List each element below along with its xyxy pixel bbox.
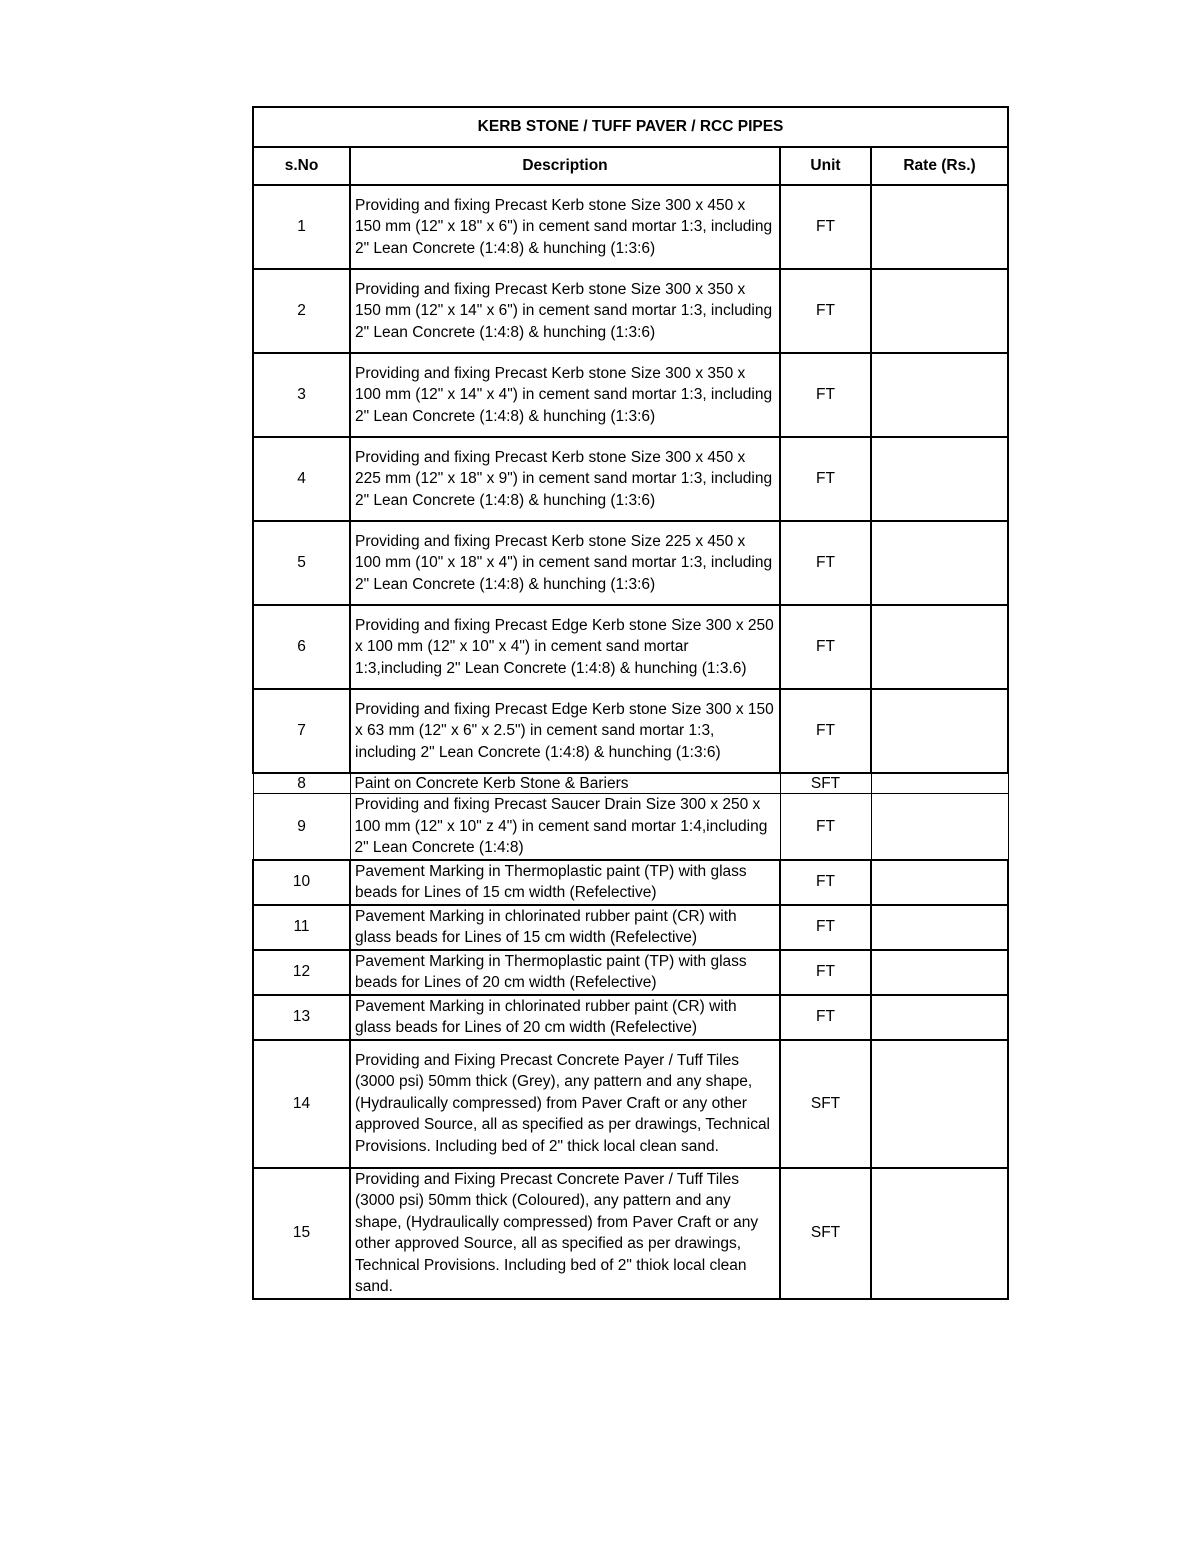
table-row bbox=[253, 995, 1008, 1040]
row-description: Pavement Marking in chlorinated rubber paint (CR) with glass beads for Lines of 20 cm width (Refelective) bbox=[350, 995, 780, 1040]
col-header-description: Description bbox=[350, 147, 780, 185]
row-description: Pavement Marking in Thermoplastic paint (TP) with glass beads for Lines of 20 cm width (Refelective) bbox=[350, 950, 780, 995]
row-sno: 14 bbox=[253, 1040, 350, 1168]
row-description: Providing and fixing Precast Kerb stone Size 300 x 450 x 225 mm (12" x 18" x 9") in cement sand mortar 1:3, including 2" Lean Concrete (1:4:8) & hunching (1:3:6) bbox=[350, 437, 780, 521]
row-rate[interactable] bbox=[871, 269, 1008, 353]
row-unit: SFT bbox=[780, 773, 871, 794]
row-description: Providing and fixing Precast Kerb stone Size 300 x 450 x 150 mm (12" x 18" x 6") in cement sand mortar 1:3, including 2" Lean Concrete (1:4:8) & hunching (1:3:6) bbox=[350, 185, 780, 269]
row-sno: 13 bbox=[253, 995, 350, 1040]
row-sno: 9 bbox=[253, 794, 350, 860]
row-sno: 3 bbox=[253, 353, 350, 437]
row-unit: FT bbox=[780, 185, 871, 269]
table-row bbox=[253, 950, 1008, 995]
table-row bbox=[253, 773, 1008, 794]
row-unit: SFT bbox=[780, 1040, 871, 1168]
row-sno: 1 bbox=[253, 185, 350, 269]
row-sno: 10 bbox=[253, 860, 350, 905]
row-sno: 8 bbox=[253, 773, 350, 794]
table-row bbox=[253, 1040, 1008, 1168]
table-row bbox=[253, 689, 1008, 773]
row-unit: FT bbox=[780, 905, 871, 950]
table-row bbox=[253, 905, 1008, 950]
row-unit: FT bbox=[780, 605, 871, 689]
row-rate[interactable] bbox=[871, 1168, 1008, 1299]
table-row bbox=[253, 185, 1008, 269]
row-description: Providing and Fixing Precast Concrete Paver / Tuff Tiles (3000 psi) 50mm thick (Coloured), any pattern and any shape, (Hydraulically compressed) from Paver Craft or any other approved Source, all as specified as per drawings, Technical Provisions. Including bed of 2" thiok local clean sand. bbox=[350, 1168, 780, 1299]
col-header-rate: Rate (Rs.) bbox=[871, 147, 1008, 185]
col-header-unit: Unit bbox=[780, 147, 871, 185]
row-description: Providing and fixing Precast Kerb stone Size 225 x 450 x 100 mm (10" x 18" x 4") in cement sand mortar 1:3, including 2" Lean Concrete (1:4:8) & hunching (1:3:6) bbox=[350, 521, 780, 605]
row-description: Pavement Marking in chlorinated rubber paint (CR) with glass beads for Lines of 15 cm width (Refelective) bbox=[350, 905, 780, 950]
row-rate[interactable] bbox=[871, 689, 1008, 773]
row-unit: FT bbox=[780, 269, 871, 353]
row-unit: FT bbox=[780, 353, 871, 437]
table-title: KERB STONE / TUFF PAVER / RCC PIPES bbox=[253, 107, 1008, 147]
row-rate[interactable] bbox=[871, 437, 1008, 521]
row-sno: 4 bbox=[253, 437, 350, 521]
row-description: Paint on Concrete Kerb Stone & Bariers bbox=[350, 773, 780, 794]
row-rate[interactable] bbox=[871, 521, 1008, 605]
row-sno: 11 bbox=[253, 905, 350, 950]
row-rate[interactable] bbox=[871, 773, 1008, 794]
row-description: Providing and fixing Precast Kerb stone Size 300 x 350 x 150 mm (12" x 14" x 6") in cement sand mortar 1:3, including 2" Lean Concrete (1:4:8) & hunching (1:3:6) bbox=[350, 269, 780, 353]
row-rate[interactable] bbox=[871, 605, 1008, 689]
row-unit: FT bbox=[780, 950, 871, 995]
row-sno: 7 bbox=[253, 689, 350, 773]
row-rate[interactable] bbox=[871, 1040, 1008, 1168]
row-rate[interactable] bbox=[871, 185, 1008, 269]
row-unit: SFT bbox=[780, 1168, 871, 1299]
table-row bbox=[253, 1168, 1008, 1299]
rate-table bbox=[252, 106, 1009, 1300]
row-unit: FT bbox=[780, 689, 871, 773]
row-sno: 6 bbox=[253, 605, 350, 689]
row-sno: 2 bbox=[253, 269, 350, 353]
row-rate[interactable] bbox=[871, 353, 1008, 437]
row-description: Providing and fixing Precast Edge Kerb stone Size 300 x 150 x 63 mm (12" x 6" x 2.5") in cement sand mortar 1:3, including 2" Lean Concrete (1:4:8) & hunching (1:3:6) bbox=[350, 689, 780, 773]
table-row bbox=[253, 269, 1008, 353]
row-description: Providing and Fixing Precast Concrete Payer / Tuff Tiles (3000 psi) 50mm thick (Grey), any pattern and any shape, (Hydraulically compressed) from Paver Craft or any other approved Source, all as specified as per drawings, Technical Provisions. Including bed of 2" thick local clean sand. bbox=[350, 1040, 780, 1168]
row-description: Providing and fixing Precast Saucer Drain Size 300 x 250 x 100 mm (12" x 10" z 4") in cement sand mortar 1:4,including 2" Lean Concrete (1:4:8) bbox=[350, 794, 780, 860]
row-rate[interactable] bbox=[871, 995, 1008, 1040]
row-unit: FT bbox=[780, 995, 871, 1040]
row-rate[interactable] bbox=[871, 860, 1008, 905]
table-row bbox=[253, 605, 1008, 689]
row-unit: FT bbox=[780, 521, 871, 605]
row-rate[interactable] bbox=[871, 905, 1008, 950]
row-sno: 12 bbox=[253, 950, 350, 995]
row-description: Providing and fixing Precast Edge Kerb stone Size 300 x 250 x 100 mm (12" x 10" x 4") in cement sand mortar 1:3,including 2" Lean Concrete (1:4:8) & hunching (1:3.6) bbox=[350, 605, 780, 689]
header-row bbox=[253, 147, 1008, 185]
row-rate[interactable] bbox=[871, 794, 1008, 860]
row-sno: 5 bbox=[253, 521, 350, 605]
table-row bbox=[253, 794, 1008, 860]
table-row bbox=[253, 437, 1008, 521]
table-row bbox=[253, 353, 1008, 437]
row-unit: FT bbox=[780, 794, 871, 860]
table-title-row bbox=[253, 107, 1008, 147]
row-unit: FT bbox=[780, 437, 871, 521]
table-row bbox=[253, 860, 1008, 905]
row-description: Pavement Marking in Thermoplastic paint (TP) with glass beads for Lines of 15 cm width (Refelective) bbox=[350, 860, 780, 905]
col-header-sno: s.No bbox=[253, 147, 350, 185]
row-description: Providing and fixing Precast Kerb stone Size 300 x 350 x 100 mm (12" x 14" x 4") in cement sand mortar 1:3, including 2" Lean Concrete (1:4:8) & hunching (1:3:6) bbox=[350, 353, 780, 437]
table-row bbox=[253, 521, 1008, 605]
row-unit: FT bbox=[780, 860, 871, 905]
row-sno: 15 bbox=[253, 1168, 350, 1299]
row-rate[interactable] bbox=[871, 950, 1008, 995]
